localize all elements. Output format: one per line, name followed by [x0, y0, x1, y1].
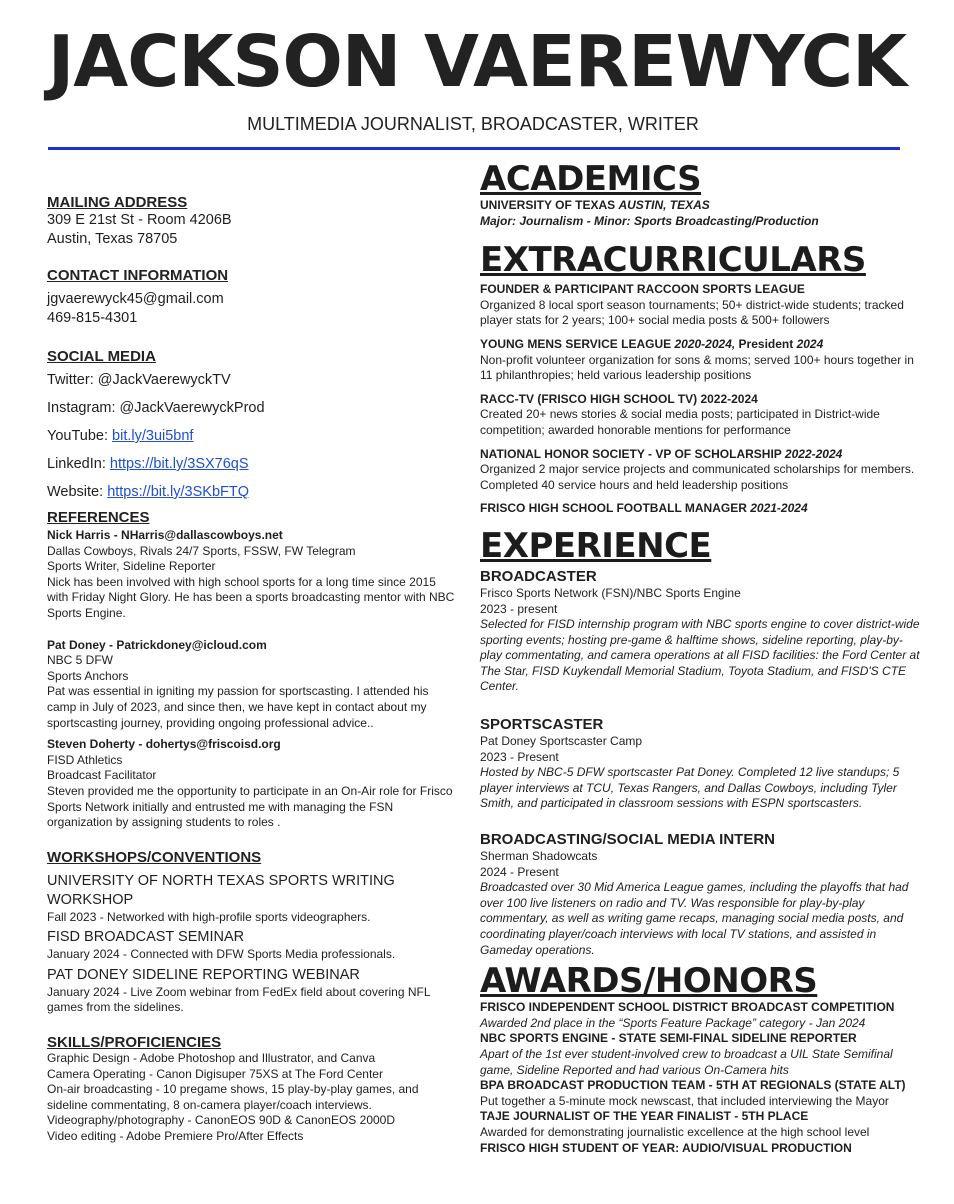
activity-item	[480, 501, 920, 517]
resume-name: JACKSON VAEREWYCK	[47, 20, 907, 103]
twitter-handle: Twitter: @JackVaerewyckTV	[47, 372, 231, 388]
activity-years: 2020-2024,	[674, 336, 736, 351]
school-location: AUSTIN, TEXAS	[618, 198, 710, 212]
activity-role-year: 2024	[796, 336, 824, 351]
linkedin-label: LinkedIn:	[47, 456, 110, 472]
activity-item	[480, 392, 920, 439]
activity-title-text: YOUNG MENS SERVICE LEAGUE	[480, 336, 675, 351]
linkedin-link[interactable]: https://bit.ly/3SX76qS	[109, 456, 249, 472]
workshop-title: PAT DONEY SIDELINE REPORTING WEBINAR	[47, 966, 360, 983]
award-text: Awarded for demonstrating journalistic excellence at the high school level	[480, 1124, 870, 1139]
job-description: Hosted by NBC-5 DFW sportscaster Pat Doney. Completed 12 live standups; 5 player interviews at TCU, Texas Rangers, and Dallas Cowboys, including Tyler Smith, and participated in classroom sessions with ESPN sportscasters.	[480, 765, 900, 811]
website-link[interactable]: https://bit.ly/3SKbFTQ	[107, 484, 250, 500]
award-title: FRISCO INDEPENDENT SCHOOL DISTRICT BROADCAST COMPETITION	[480, 1000, 895, 1015]
job-title: SPORTSCASTER	[480, 716, 604, 734]
activity-title-text: NATIONAL HONOR SOCIETY - VP OF SCHOLARSHIP	[480, 446, 785, 461]
workshops-section	[47, 849, 457, 1016]
references-heading: REFERENCES	[47, 509, 150, 526]
activity-title	[480, 501, 920, 517]
reference-org: NBC 5 DFW	[47, 653, 113, 668]
youtube-link[interactable]: bit.ly/3ui5bnf	[112, 428, 194, 444]
extracurriculars-heading: EXTRACURRICULARS	[480, 240, 866, 281]
activity-item	[480, 282, 920, 329]
reference-item	[47, 528, 457, 622]
job-item	[480, 567, 920, 695]
workshop-detail: Fall 2023 - Networked with high-profile sports videographers.	[47, 909, 371, 924]
reference-name: Pat Doney - Patrickdoney@icloud.com	[47, 637, 267, 652]
job-title: BROADCASTING/SOCIAL MEDIA INTERN	[480, 831, 776, 849]
skills-section	[47, 1034, 457, 1145]
social-heading: SOCIAL MEDIA	[47, 348, 156, 365]
reference-text: Pat was essential in igniting my passion for sportscasting. I attended his camp in July of 2023, and since then, we have kept in contact about my sportscasting journey, providing ongoing professional advice..	[47, 684, 429, 730]
academics-section	[480, 160, 920, 229]
youtube-label: YouTube:	[47, 428, 113, 444]
skill-line: Video editing - Adobe Premiere Pro/After Effects	[47, 1129, 304, 1144]
mailing-section	[47, 194, 457, 249]
skill-line: Camera Operating - Canon Digisuper 75XS at The Ford Center	[47, 1066, 383, 1081]
reference-text: Nick has been involved with high school sports for a long time since 2015 with Friday Night Glory. He has been a sports broadcasting mentor with NBC Sports Engine.	[47, 574, 455, 620]
awards-heading: AWARDS/HONORS	[480, 961, 818, 1002]
school-name: UNIVERSITY OF TEXAS	[480, 198, 619, 212]
workshops-heading: WORKSHOPS/CONVENTIONS	[47, 848, 262, 866]
address-line-1: 309 E 21st St - Room 4206B	[47, 212, 232, 228]
extracurriculars-section	[480, 241, 920, 517]
skills-heading: SKILLS/PROFICIENCIES	[47, 1034, 222, 1052]
linkedin-row	[47, 455, 457, 474]
activity-text: Organized 2 major service projects and communicated scholarships for members. Completed 40 service hours and held leadership positions	[480, 462, 915, 492]
reference-name: Steven Doherty - dohertys@friscoisd.org	[47, 737, 281, 752]
youtube-row	[47, 427, 457, 446]
reference-name: Nick Harris - NHarris@dallascowboys.net	[47, 528, 283, 542]
reference-role: Sports Writer, Sideline Reporter	[47, 559, 216, 574]
header-divider	[48, 147, 900, 150]
contact-heading: CONTACT INFORMATION	[47, 267, 229, 284]
activity-title: RACC-TV (FRISCO HIGH SCHOOL TV) 2022-2024	[480, 391, 758, 406]
phone: 469-815-4301	[47, 310, 138, 326]
email: jgvaerewyck45@gmail.com	[47, 291, 224, 307]
university	[480, 198, 920, 214]
award-title: BPA BROADCAST PRODUCTION TEAM - 5TH AT REGIONALS (STATE ALT)	[480, 1078, 906, 1093]
reference-org: FISD Athletics	[47, 752, 123, 767]
activity-role: President	[735, 336, 797, 351]
job-title: BROADCASTER	[480, 567, 597, 585]
job-org: Sherman Shadowcats	[480, 849, 598, 864]
website-label: Website:	[47, 484, 108, 500]
reference-text: Steven provided me the opportunity to participate in an On-Air role for Frisco Sports Network initially and entrusted me with managing the FSN organization by assigning students to roles .	[47, 783, 453, 830]
reference-item	[47, 638, 457, 732]
workshop-detail: January 2024 - Live Zoom webinar from FedEx field about covering NFL games from the sidelines.	[47, 984, 431, 1015]
job-org: Pat Doney Sportscaster Camp	[480, 734, 643, 749]
award-item	[480, 1141, 920, 1157]
award-item	[480, 1000, 920, 1031]
award-title: TAJE JOURNALIST OF THE YEAR FINALIST - 5TH PLACE	[480, 1109, 809, 1124]
award-title: NBC SPORTS ENGINE - STATE SEMI-FINAL SIDELINE REPORTER	[480, 1031, 857, 1046]
award-item	[480, 1078, 920, 1109]
skill-line: Videography/photography - CanonEOS 90D & CanonEOS 2000D	[47, 1113, 396, 1128]
activity-title-text: FRISCO HIGH SCHOOL FOOTBALL MANAGER	[480, 501, 751, 516]
activity-title	[480, 447, 920, 463]
award-item	[480, 1031, 920, 1078]
activity-text: Non-profit volunteer organization for sons & moms; served 100+ hours together in 11 philanthropies; held various leadership positions	[480, 352, 914, 383]
award-text: Put together a 5-minute mock newscast, that included interviewing the Mayor	[480, 1093, 889, 1108]
left-column	[47, 194, 457, 1145]
reference-org: Dallas Cowboys, Rivals 24/7 Sports, FSSW, FW Telegram	[47, 543, 356, 558]
academics-heading: ACADEMICS	[480, 159, 702, 199]
activity-item	[480, 447, 920, 494]
activity-text: Created 20+ news stories & social media posts; participated in District-wide competition; awarded honorable mentions for performance	[480, 407, 880, 437]
major-minor: Major: Journalism - Minor: Sports Broadcasting/Production	[480, 213, 819, 228]
activity-text: Organized 8 local sport season tournaments; 50+ district-wide students; tracked player stats for 2 years; 100+ social media posts & 500+ followers	[480, 297, 904, 328]
workshop-title: UNIVERSITY OF NORTH TEXAS SPORTS WRITING WORKSHOP	[47, 872, 395, 908]
experience-heading: EXPERIENCE	[480, 525, 712, 566]
activity-years: 2022-2024	[784, 446, 843, 461]
activity-title: FOUNDER & PARTICIPANT RACCOON SPORTS LEAGUE	[480, 282, 805, 297]
skill-line: On-air broadcasting - 10 pregame shows, 15 play-by-play games, and sideline commentating, 8 on-camera player/coach interviews.	[47, 1082, 419, 1112]
website-row	[47, 483, 457, 502]
resume-subtitle: MULTIMEDIA JOURNALIST, BROADCASTER, WRITER	[247, 114, 699, 134]
awards-section	[480, 962, 920, 1156]
activity-title	[480, 337, 920, 353]
skill-line: Graphic Design - Adobe Photoshop and Illustrator, and Canva	[47, 1051, 376, 1066]
social-section	[47, 348, 457, 502]
reference-role: Sports Anchors	[47, 668, 129, 683]
job-dates: 2024 - Present	[480, 864, 559, 879]
job-item	[480, 830, 920, 958]
job-dates: 2023 - Present	[480, 749, 559, 764]
contact-section	[47, 267, 457, 328]
instagram-handle: Instagram: @JackVaerewyckProd	[47, 400, 265, 416]
right-column	[480, 160, 920, 1156]
job-dates: 2023 - present	[480, 601, 558, 616]
activity-years: 2021-2024	[750, 501, 808, 516]
award-title: FRISCO HIGH STUDENT OF YEAR: AUDIO/VISUAL PRODUCTION	[480, 1140, 852, 1155]
job-description: Selected for FISD internship program with NBC sports engine to cover district-wide sporting events; hosting pre-game & halftime shows, sideline reporting, play-by-play commentating, and camera operations at all FISD facilities: the Ford Center at The Star, FISD Kuykendall Memorial Stadium, Toyota Stadium, and FISD'S CTE Center.	[480, 617, 920, 694]
mailing-heading: MAILING ADDRESS	[47, 194, 188, 211]
award-text: Apart of the 1st ever student-involved crew to broadcast a UIL State Semifinal game, Sideline Reported and had various On-Camera hits	[480, 1046, 893, 1077]
award-text: Awarded 2nd place in the “Sports Feature Package” category - Jan 2024	[480, 1015, 866, 1030]
job-org: Frisco Sports Network (FSN)/NBC Sports Engine	[480, 585, 741, 600]
job-item	[480, 715, 920, 812]
references-section	[47, 509, 457, 831]
reference-item	[47, 737, 457, 831]
workshop-title: FISD BROADCAST SEMINAR	[47, 929, 245, 946]
job-description: Broadcasted over 30 Mid America League games, including the playoffs that had over 100 live listeners on radio and TV. Was responsible for play-by-play commentary, as well as writing game recaps, managing social media posts, and coordinating player/coach interviews with local TV stations, and assisted in Gameday operations.	[480, 880, 909, 957]
award-item	[480, 1109, 920, 1140]
experience-section	[480, 527, 920, 958]
activity-item	[480, 337, 920, 384]
reference-role: Broadcast Facilitator	[47, 768, 157, 783]
address-line-2: Austin, Texas 78705	[47, 231, 178, 247]
workshop-detail: January 2024 - Connected with DFW Sports Media professionals.	[47, 947, 396, 962]
